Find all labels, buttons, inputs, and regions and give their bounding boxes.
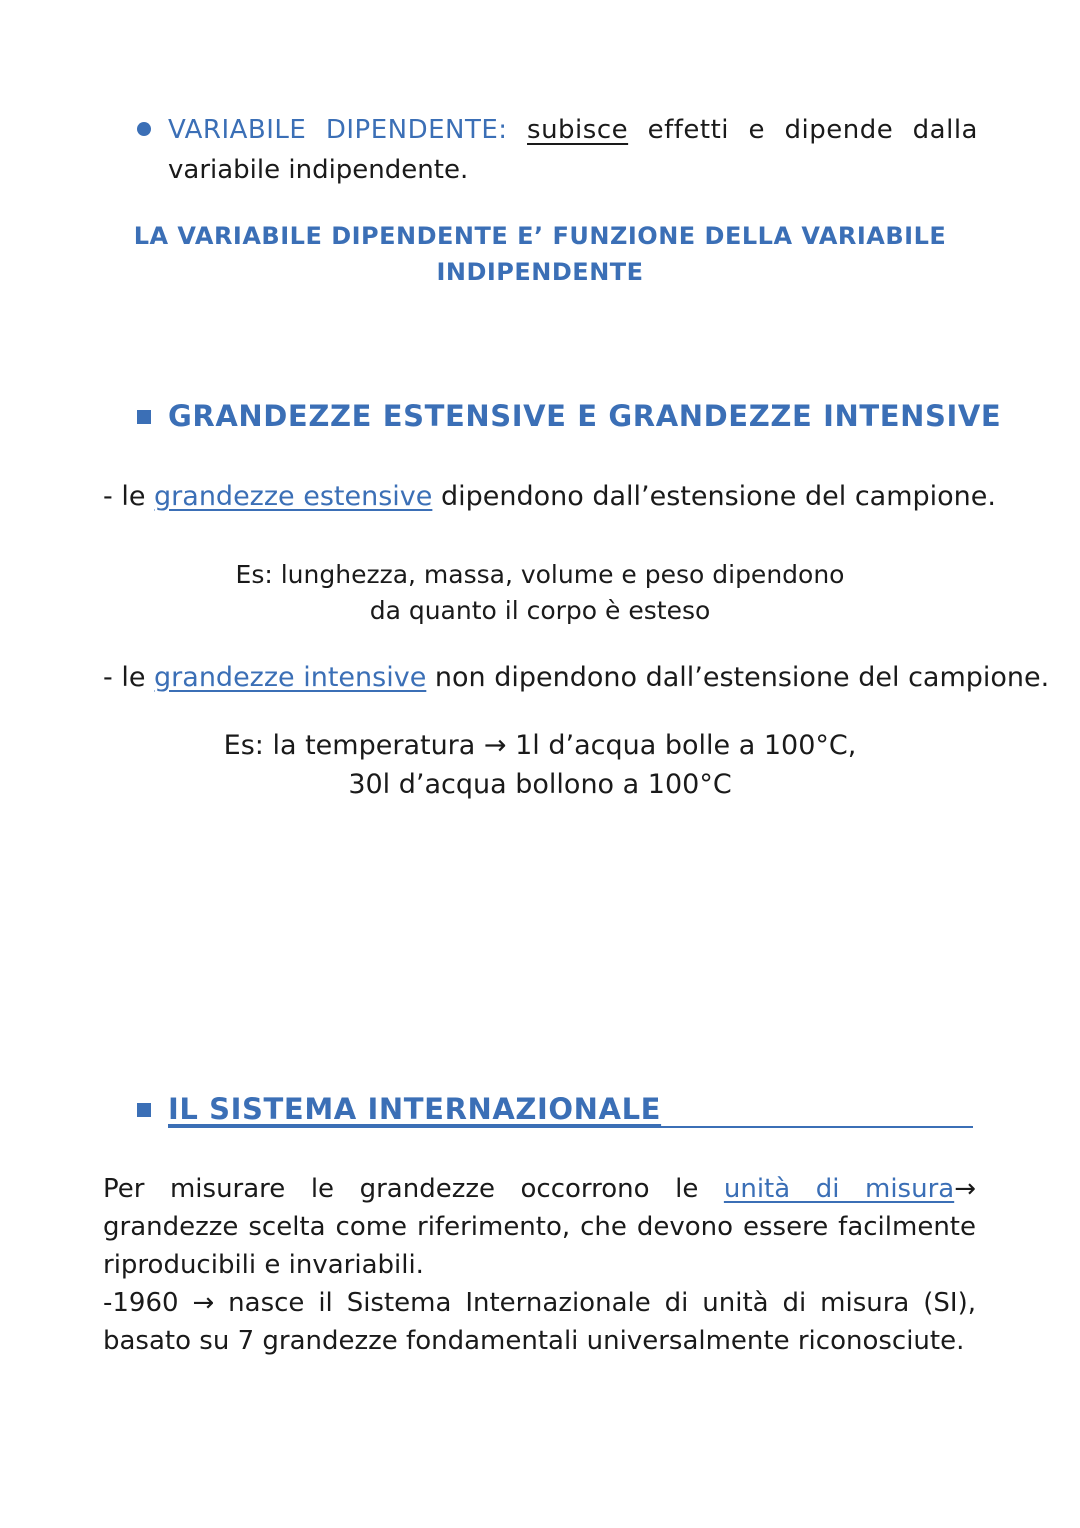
intensive-definition (103, 658, 1049, 698)
si-para1-prefix: Per misurare le grandezze occorrono le (103, 1174, 724, 1204)
intensive-example-line-2: 30l d’acqua bollono a 100°C (348, 769, 732, 800)
bullet-dot-icon (137, 122, 151, 136)
statement-line-2: INDIPENDENTE (436, 258, 644, 286)
si-para1-suffix: → grandezze scelta come riferimento, che devono essere facilmente riproducibili e invariabili. (103, 1174, 976, 1280)
extensive-term: grandezze estensive (154, 481, 433, 512)
definition-rest: effetti e dipende dalla (647, 115, 978, 145)
definition-line-2: variabile indipendente. (168, 155, 469, 185)
si-heading (168, 1088, 973, 1128)
function-statement (120, 218, 960, 290)
intensive-prefix: - le (103, 662, 155, 693)
si-para1-term: unità di misura (723, 1174, 955, 1204)
intensive-term: grandezze intensive (154, 662, 427, 693)
si-paragraph-2: -1960 → nasce il Sistema Internazionale di unità di misura (SI), basato su 7 grandezze fondamentali universalmente riconosciute. (103, 1288, 976, 1356)
extensive-definition (103, 477, 996, 517)
quantities-heading: GRANDEZZE ESTENSIVE E GRANDEZZE INTENSIVE (168, 399, 1002, 433)
intensive-suffix: non dipendono dall’estensione del campione. (426, 662, 1050, 693)
si-paragraph-1 (103, 1170, 976, 1284)
intensive-example-line-1: Es: la temperatura → 1l d’acqua bolle a 100°C, (223, 730, 857, 761)
extensive-example-line-2: da quanto il corpo è esteso (369, 596, 711, 625)
extensive-example (140, 557, 940, 629)
extensive-prefix: - le (103, 481, 155, 512)
square-bullet-icon (137, 410, 151, 424)
square-bullet-icon (137, 1103, 151, 1117)
intensive-example (140, 726, 940, 804)
dependent-variable-definition (168, 110, 978, 150)
si-heading-text: IL SISTEMA INTERNAZIONALE (168, 1092, 662, 1126)
statement-line-1: LA VARIABILE DIPENDENTE E’ FUNZIONE DELLA VARIABILE (133, 222, 947, 250)
dependent-variable-label: VARIABILE DIPENDENTE: (168, 115, 508, 145)
extensive-example-line-1: Es: lunghezza, massa, volume e peso dipendono (235, 560, 845, 589)
extensive-suffix: dipendono dall’estensione del campione. (432, 481, 996, 512)
underlined-word: subisce (527, 115, 629, 145)
si-paragraph (103, 1170, 976, 1360)
